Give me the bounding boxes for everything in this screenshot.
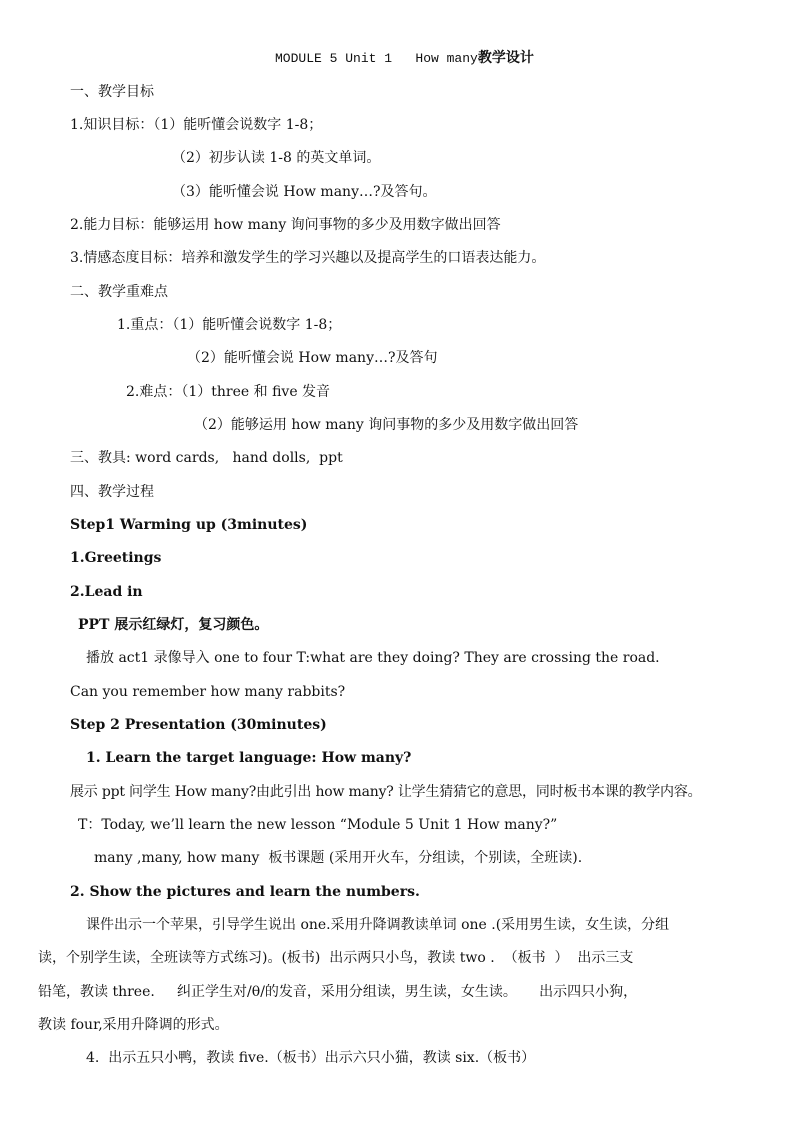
objective-knowledge-2: （2）初步认读 1-8 的英文单词。 xyxy=(172,150,381,166)
paragraph-line-1: 课件出示一个苹果，引导学生说出 one.采用升降调教读单词 one .(采用男生读，女生读，分组 xyxy=(86,917,670,933)
objective-knowledge: 1.知识目标：（1）能听懂会说数字 1-8； xyxy=(70,117,323,133)
title-cn: 教学设计 xyxy=(477,50,534,66)
many-line: many ,many, how many 板书课题 (采用开火车，分组读，个别读，全班读). xyxy=(94,850,583,866)
objective-knowledge-3: （3）能听懂会说 How many…?及答句。 xyxy=(172,184,437,200)
section-heading-objectives: 一、教学目标 xyxy=(70,84,154,100)
show-ppt: 展示 ppt 问学生 How many?由此引出 how many? 让学生猜猜它的意思，同时板书本课的教学内容。 xyxy=(70,784,702,800)
ppt-show: PPT 展示红绿灯，复习颜色。 xyxy=(78,617,269,633)
document-title xyxy=(275,48,534,69)
show-pictures: 2. Show the pictures and learn the numbers. xyxy=(70,884,420,900)
learn-target: 1. Learn the target language: How many? xyxy=(86,750,412,766)
objective-attitude: 3.情感态度目标：培养和激发学生的学习兴趣以及提高学生的口语表达能力。 xyxy=(70,250,546,266)
paragraph-line-4: 教读 four,采用升降调的形式。 xyxy=(38,1017,229,1033)
paragraph-line-3: 铅笔，教读 three. 纠正学生对/θ/的发音，采用分组读，男生读，女生读。 出示四只小狗， xyxy=(38,984,638,1000)
section-heading-process: 四、教学过程 xyxy=(70,484,154,500)
item-4: 4. 出示五只小鸭，教读 five.（板书）出示六只小猫，教读 six.（板书） xyxy=(86,1050,536,1066)
greetings: 1.Greetings xyxy=(70,550,162,566)
section-heading-keypoints: 二、教学重难点 xyxy=(70,284,168,300)
section-teaching-aids: 三、教具: word cards, hand dolls, ppt xyxy=(70,450,343,466)
step1-heading: Step1 Warming up (3minutes) xyxy=(70,517,308,533)
play-act: 播放 act1 录像导入 one to four T:what are they doing? They are crossing the road. xyxy=(86,650,660,666)
paragraph-line-2: 读，个别学生读，全班读等方式练习)。(板书) 出示两只小鸟，教读 two . （板书 ） 出示三支 xyxy=(38,950,634,966)
teacher-today: T：Today, we’ll learn the new lesson “Module 5 Unit 1 How many?” xyxy=(78,817,558,833)
difficulty-1: 2.难点：（1）three 和 five 发音 xyxy=(126,384,331,400)
keypoint-1: 1.重点：（1）能听懂会说数字 1-8； xyxy=(117,317,342,333)
objective-ability: 2.能力目标：能够运用 how many 询问事物的多少及用数字做出回答 xyxy=(70,217,501,233)
keypoint-2: （2）能听懂会说 How many…?及答句 xyxy=(187,350,438,366)
title-en: MODULE 5 Unit 1 How many xyxy=(275,51,478,66)
lead-in: 2.Lead in xyxy=(70,584,143,600)
remember-question: Can you remember how many rabbits? xyxy=(70,684,346,700)
step2-heading: Step 2 Presentation (30minutes) xyxy=(70,717,327,733)
difficulty-2: （2）能够运用 how many 询问事物的多少及用数字做出回答 xyxy=(194,417,579,433)
